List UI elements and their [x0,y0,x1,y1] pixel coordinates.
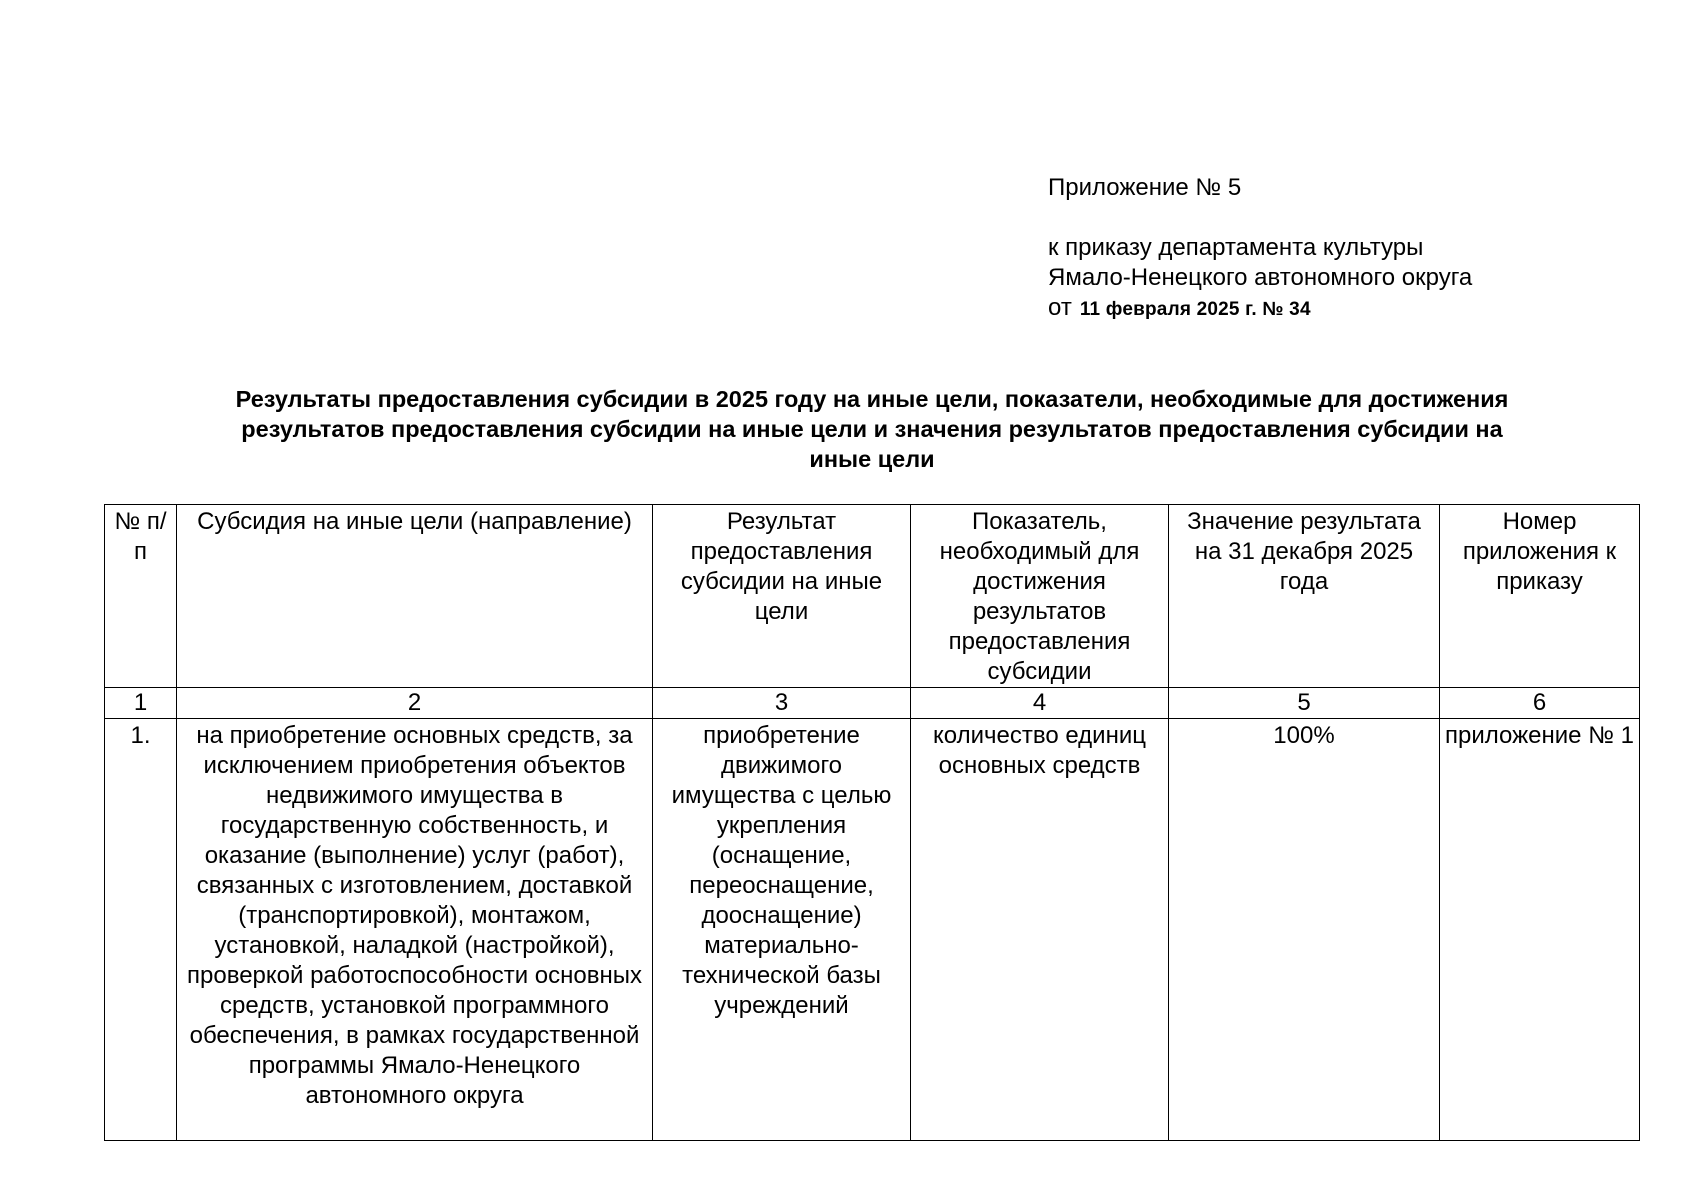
table-header-row [105,505,1640,688]
appendix-block [1048,173,1608,325]
header-result: Результат предоставления субсидии на иные цели [653,505,911,688]
column-number-2: 2 [177,688,653,719]
header-appendix-ref: Номер приложения к приказу [1440,505,1640,688]
column-number-3: 3 [653,688,911,719]
header-subsidy: Субсидия на иные цели (направление) [177,505,653,688]
document-title-line-2: результатов предоставления субсидии на иные цели и значения результатов предоставления субсидии на [241,416,1503,442]
results-table [104,504,1640,1141]
row-subsidy: на приобретение основных средств, за исключением приобретения объектов недвижимого имущества в государственную собственность, и оказание (выполнение) услуг (работ), связанных с изготовлением, доставкой (транспортировкой), монтажом, установкой, наладкой (настройкой), проверкой работоспособности основных средств, установкой программного обеспечения, в рамках государственной программы Ямало-Ненецкого автономного округа [177,719,653,1141]
appendix-spacer [1048,203,1608,233]
header-number: № п/п [105,505,177,688]
appendix-date-number: 11 февраля 2025 г. № 34 [1079,299,1311,320]
row-value: 100% [1169,719,1440,1141]
row-appendix-ref: приложение № 1 [1440,719,1640,1141]
header-value: Значение результата на 31 декабря 2025 года [1169,505,1440,688]
row-indicator: количество единиц основных средств [911,719,1169,1141]
column-number-4: 4 [911,688,1169,719]
header-indicator: Показатель, необходимый для достижения результатов предоставления субсидии [911,505,1169,688]
row-number: 1. [105,719,177,1141]
column-number-6: 6 [1440,688,1640,719]
column-number-5: 5 [1169,688,1440,719]
document-title-line-1: Результаты предоставления субсидии в 2025 году на иные цели, показатели, необходимые для достижения [235,386,1509,412]
document-title [104,384,1640,474]
column-number-1: 1 [105,688,177,719]
appendix-order-line-2: Ямало-Ненецкого автономного округа [1048,264,1473,291]
table-column-numbers-row [105,688,1640,719]
appendix-number: Приложение № 5 [1048,174,1242,201]
appendix-date-line [1048,293,1608,325]
table-row [105,719,1640,1141]
appendix-order-line-1: к приказу департамента культуры [1048,234,1424,261]
document-title-line-3: иные цели [809,446,935,472]
row-result: приобретение движимого имущества с целью укрепления (оснащение, переоснащение, дооснащение) материально-технической базы учреждений [653,719,911,1141]
appendix-from-prefix: от [1048,294,1072,321]
